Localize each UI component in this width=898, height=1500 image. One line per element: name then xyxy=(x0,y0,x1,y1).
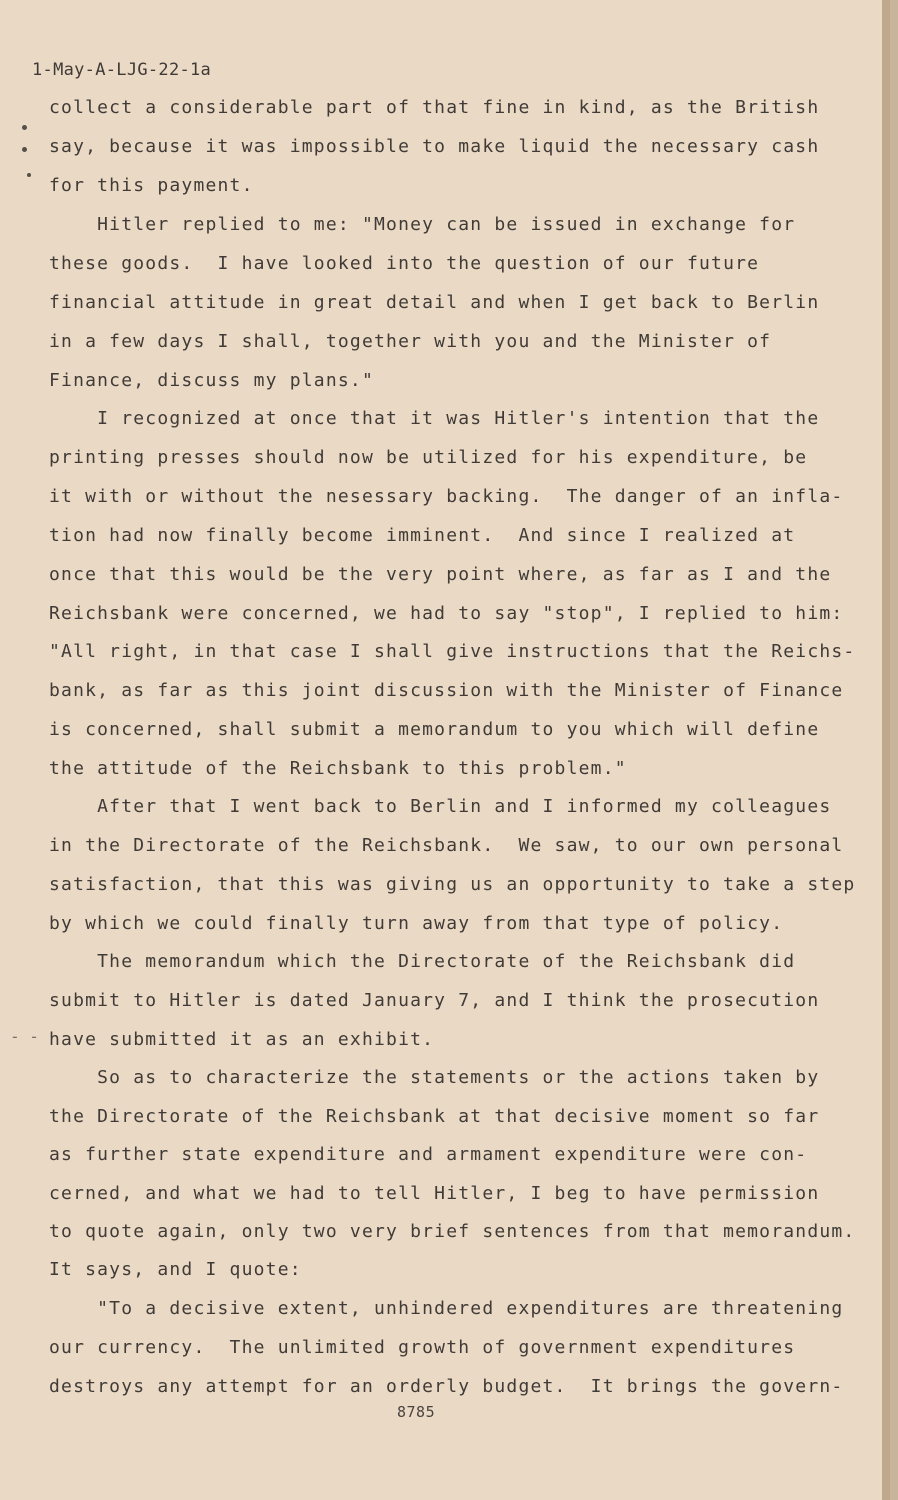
text-line: cerned, and what we had to tell Hitler, I beg to have permission xyxy=(49,1183,820,1204)
text-line: in the Directorate of the Reichsbank. We saw, to our own personal xyxy=(49,835,844,856)
text-line: So as to characterize the statements or the actions taken by xyxy=(49,1067,820,1088)
text-line: printing presses should now be utilized for his expenditure, be xyxy=(49,447,808,468)
text-line: say, because it was impossible to make liquid the necessary cash xyxy=(49,136,820,157)
text-line: the attitude of the Reichsbank to this problem." xyxy=(49,758,627,779)
text-line: have submitted it as an exhibit. xyxy=(49,1029,435,1050)
text-line: "To a decisive extent, unhindered expenditures are threatening xyxy=(49,1298,844,1319)
text-line: After that I went back to Berlin and I informed my colleagues xyxy=(49,796,832,817)
text-line: I recognized at once that it was Hitler's intention that the xyxy=(49,408,820,429)
text-line: once that this would be the very point where, as far as I and the xyxy=(49,564,832,585)
text-line: these goods. I have looked into the question of our future xyxy=(49,253,760,274)
text-line: tion had now finally become imminent. And since I realized at xyxy=(49,525,796,546)
text-line: in a few days I shall, together with you and the Minister of xyxy=(49,331,772,352)
text-line: Reichsbank were concerned, we had to say "stop", I replied to him: xyxy=(49,603,844,624)
text-line: Finance, discuss my plans." xyxy=(49,370,374,391)
text-line: our currency. The unlimited growth of government expenditures xyxy=(49,1337,796,1358)
text-line: The memorandum which the Directorate of the Reichsbank did xyxy=(49,951,796,972)
text-line: to quote again, only two very brief sentences from that memorandum. xyxy=(49,1221,856,1242)
text-line: collect a considerable part of that fine in kind, as the British xyxy=(49,97,820,118)
text-line: by which we could finally turn away from that type of policy. xyxy=(49,913,784,934)
text-line: it with or without the nesessary backing. The danger of an infla- xyxy=(49,486,844,507)
text-line: It says, and I quote: xyxy=(49,1259,302,1280)
margin-dashes: - - xyxy=(10,1027,39,1046)
margin-punch-mark xyxy=(27,173,31,177)
text-line: destroys any attempt for an orderly budget. It brings the govern- xyxy=(49,1376,844,1397)
margin-punch-mark xyxy=(22,147,27,152)
page-number: 8785 xyxy=(397,1403,436,1421)
text-line: Hitler replied to me: "Money can be issued in exchange for xyxy=(49,214,796,235)
text-line: submit to Hitler is dated January 7, and I think the prosecution xyxy=(49,990,820,1011)
text-line: bank, as far as this joint discussion with the Minister of Finance xyxy=(49,680,844,701)
text-line: is concerned, shall submit a memorandum to you which will define xyxy=(49,719,820,740)
text-line: for this payment. xyxy=(49,175,254,196)
text-line: "All right, in that case I shall give instructions that the Reichs- xyxy=(49,641,856,662)
text-line: as further state expenditure and armament expenditure were con- xyxy=(49,1144,808,1165)
document-header-id: 1-May-A-LJG-22-1a xyxy=(32,60,212,80)
text-line: financial attitude in great detail and when I get back to Berlin xyxy=(49,292,820,313)
text-line: satisfaction, that this was giving us an opportunity to take a step xyxy=(49,874,856,895)
text-line: the Directorate of the Reichsbank at that decisive moment so far xyxy=(49,1106,820,1127)
margin-punch-mark xyxy=(22,125,27,130)
